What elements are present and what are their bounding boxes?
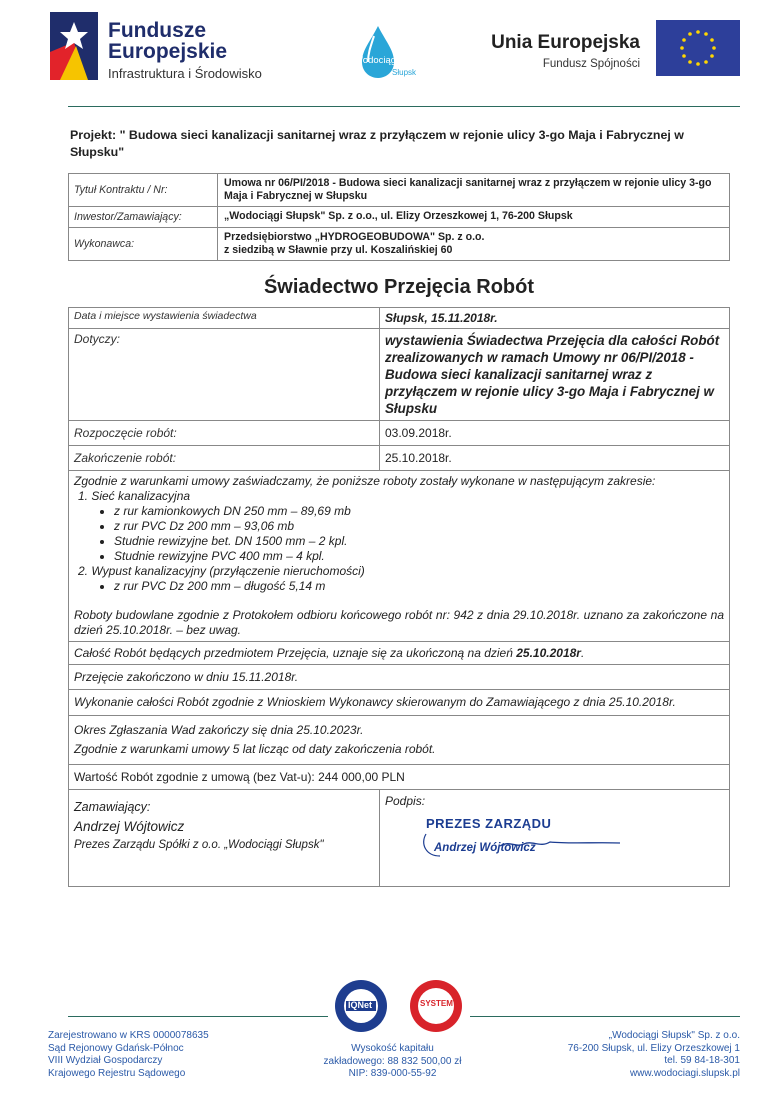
contractor-label: Wykonawca:	[69, 228, 218, 261]
list-item: • z rur PVC Dz 200 mm – długość 5,14 m	[114, 579, 724, 594]
water-drop-icon	[350, 22, 430, 82]
table-row	[69, 228, 730, 261]
wodociagi-slupsk-logo	[350, 22, 430, 82]
start-label: Rozpoczęcie robót:	[69, 421, 380, 446]
footer-divider-right	[470, 1016, 740, 1017]
list-item: • Studnie rewizyjne PVC 400 mm – 4 kpl.	[114, 549, 724, 564]
table-row	[69, 207, 730, 228]
list-item: 1. Sieć kanalizacyjna	[78, 489, 191, 503]
eu-flag-icon	[656, 20, 740, 76]
footer-registration: Zarejestrowano w KRS 0000078635 Sąd Rejonowy Gdańsk-Północ VIII Wydział Gospodarczy Krajowego Rejestru Sądowego	[48, 1030, 209, 1079]
date-value: Słupsk, 15.11.2018r.	[380, 308, 730, 329]
table-row	[69, 642, 730, 665]
defects-section	[69, 716, 730, 765]
table-row	[69, 716, 730, 765]
document-title: Świadectwo Przejęcia Robót	[263, 276, 535, 298]
start-value: 03.09.2018r.	[380, 421, 730, 446]
footer-divider-left	[68, 1016, 328, 1017]
item1-sublist	[74, 504, 724, 564]
scope-intro: Zgodnie z warunkami umowy zaświadczamy, że poniższe roboty zostały wykonane w następującym zakresie:	[74, 474, 656, 488]
system-certificate-icon	[408, 978, 464, 1034]
completion-text: Całość Robót będących przedmiotem Przejęcia, uznaje się za ukończoną na dzień	[74, 646, 517, 660]
signature-cell	[380, 790, 730, 887]
list-item: • Studnie rewizyjne bet. DN 1500 mm – 2 kpl.	[114, 534, 724, 549]
end-label: Zakończenie robót:	[69, 446, 380, 471]
date-label: Data i miejsce wystawienia świadectwa	[69, 308, 380, 329]
fundusze-europejskie-logo-icon	[50, 12, 98, 80]
client-name: Andrzej Wójtowicz	[74, 819, 185, 834]
table-row	[69, 690, 730, 716]
takeover-text: Przejęcie zakończono w dniu 15.11.2018r.	[69, 665, 730, 690]
contract-value: Umowa nr 06/PI/2018 - Budowa sieci kanalizacji sanitarnej wraz z przyłączem w rejonie ulicy 3-go Maja i Fabrycznej w Słupsku	[218, 174, 730, 207]
table-row	[69, 421, 730, 446]
investor-value: „Wodociągi Słupsk" Sp. z o.o., ul. Elizy Orzeszkowej 1, 76-200 Słupsk	[218, 207, 730, 228]
table-row	[69, 308, 730, 329]
client-label: Zamawiający:	[74, 800, 151, 814]
warranty-text: Zgodnie z warunkami umowy 5 lat licząc od daty zakończenia robót.	[74, 742, 436, 756]
table-row	[69, 665, 730, 690]
fundusze-europejskie-subtitle: Infrastruktura i Środowisko	[108, 66, 262, 81]
website-link[interactable]: www.wodociagi.slupsk.pl	[629, 1067, 740, 1079]
investor-label: Inwestor/Zamawiający:	[69, 207, 218, 228]
table-row	[69, 790, 730, 887]
stamp-name: Andrzej Wójtowicz	[434, 842, 536, 854]
scope-section	[69, 471, 730, 642]
list-item: 2. Wypust kanalizacyjny (przyłączenie nieruchomości)	[78, 564, 365, 578]
table-row	[69, 329, 730, 421]
contract-table	[68, 173, 730, 261]
project-title: Projekt: " Budowa sieci kanalizacji sanitarnej wraz z przyłączem w rejonie ulicy 3-go Maja i Fabrycznej w Słupsku"	[70, 128, 684, 159]
item2-sublist	[74, 579, 724, 594]
stamp-title: PREZES ZARZĄDU	[426, 816, 552, 831]
footer-capital: Wysokość kapitału zakładowego: 88 832 500,00 zł NIP: 839-000-55-92	[323, 1043, 462, 1079]
footer-address: „Wodociągi Słupsk" Sp. z o.o. 76-200 Słupsk, ul. Elizy Orzeszkowej 1 tel. 59 84-18-301 www.wodociagi.slupsk.pl	[520, 1030, 740, 1080]
certificate-table	[68, 307, 730, 887]
header-divider	[68, 106, 740, 107]
table-row	[69, 174, 730, 207]
completion-row: Całość Robót będących przedmiotem Przejęcia, uznaje się za ukończoną na dzień 25.10.2018r.	[69, 642, 730, 665]
table-row	[69, 446, 730, 471]
iqnet-label: IQNet	[348, 1000, 373, 1010]
signature-label: Podpis:	[385, 794, 426, 808]
client-cell	[69, 790, 380, 887]
table-row	[69, 765, 730, 790]
system-label: SYSTEM	[420, 999, 453, 1008]
table-row	[69, 471, 730, 642]
fundusz-spojnosci-subtitle: Fundusz Spójności	[542, 58, 640, 70]
wod-logo-text: Wodociągi	[354, 55, 399, 66]
value-text: Wartość Robót zgodnie z umową (bez Vat-u): 244 000,00 PLN	[69, 765, 730, 790]
iqnet-certificate-icon	[333, 978, 389, 1034]
protocol-text: Roboty budowlane zgodnie z Protokołem odbioru końcowego robót nr: 942 z dnia 29.10.2018r. uznano za zakończone na dzień 25.10.2018r. – bez uwag.	[74, 608, 724, 637]
unia-europejska-title: Unia Europejska	[491, 32, 640, 53]
end-value: 25.10.2018r.	[380, 446, 730, 471]
concerns-label: Dotyczy:	[69, 329, 380, 421]
client-role: Prezes Zarządu Spółki z o.o. „Wodociągi Słupsk"	[74, 839, 324, 851]
defects-text: Okres Zgłaszania Wad zakończy się dnia 25.10.2023r.	[74, 723, 364, 737]
concerns-value: wystawienia Świadectwa Przejęcia dla całości Robót zrealizowanych w ramach Umowy nr 06/PI/2018 - Budowa sieci kanalizacji sanitarnej wraz z przyłączem w rejonie ulicy 3-go Maja i Fabrycznej w Słupsku	[380, 329, 730, 421]
fundusze-europejskie-title: Fundusze Europejskie	[108, 19, 228, 63]
wod-logo-city: Słupsk	[392, 68, 417, 77]
list-item: • z rur kamionkowych DN 250 mm – 89,69 mb	[114, 504, 724, 519]
completion-date: 25.10.2018r	[516, 646, 581, 660]
contract-label: Tytuł Kontraktu / Nr:	[69, 174, 218, 207]
list-item: • z rur PVC Dz 200 mm – 93,06 mb	[114, 519, 724, 534]
execution-text: Wykonanie całości Robót zgodnie z Wnioskiem Wykonawcy skierowanym do Zamawiającego z dnia 25.10.2018r.	[69, 690, 730, 716]
contractor-value: Przedsiębiorstwo „HYDROGEOBUDOWA" Sp. z o.o. z siedzibą w Sławnie przy ul. Koszalińskiej 60	[218, 228, 730, 261]
